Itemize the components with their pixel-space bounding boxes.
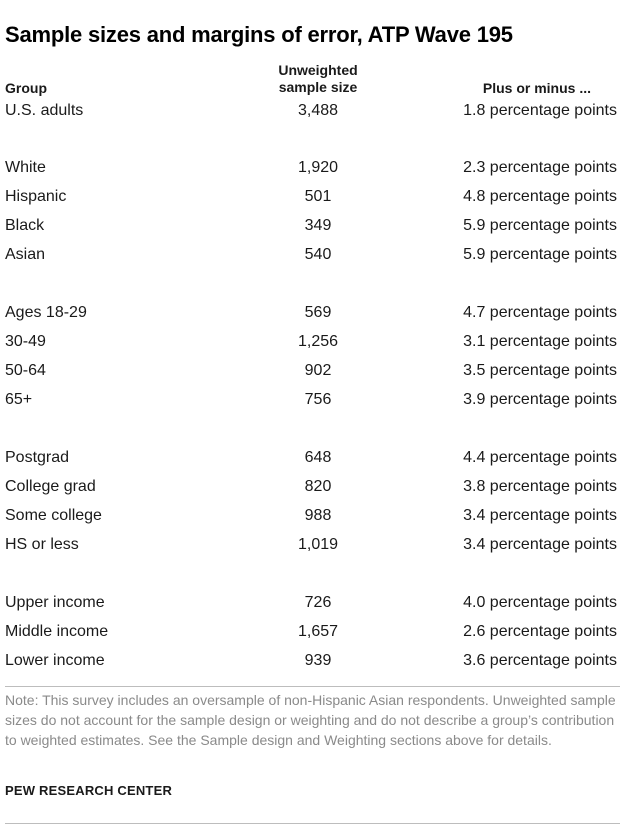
row-group: White	[5, 159, 46, 176]
table-row	[5, 443, 617, 472]
row-group: Some college	[5, 507, 102, 524]
row-margin-of-error: 3.5 percentage points	[463, 362, 617, 379]
row-group: Lower income	[5, 652, 105, 669]
row-group: College grad	[5, 478, 96, 495]
header-group: Group	[5, 80, 47, 96]
source-credit: PEW RESEARCH CENTER	[5, 783, 173, 798]
row-sample-size: 501	[304, 188, 332, 205]
row-margin-of-error: 3.4 percentage points	[463, 507, 617, 524]
row-margin-of-error: 2.3 percentage points	[463, 159, 617, 176]
row-sample-size: 1,920	[297, 159, 339, 176]
note-divider	[5, 686, 620, 687]
row-group: HS or less	[5, 536, 79, 553]
row-margin-of-error: 3.1 percentage points	[463, 333, 617, 350]
table-header	[5, 58, 617, 98]
row-sample-size: 988	[304, 507, 332, 524]
row-margin-of-error: 4.7 percentage points	[463, 304, 617, 321]
page-title: Sample sizes and margins of error, ATP Wave 195	[5, 22, 513, 47]
table-row	[5, 501, 617, 530]
row-margin-of-error: 3.9 percentage points	[463, 391, 617, 408]
row-group: U.S. adults	[5, 102, 84, 119]
row-group: Postgrad	[5, 449, 70, 466]
row-group: 30-49	[5, 333, 46, 350]
table-row	[5, 530, 617, 559]
row-sample-size: 1,256	[297, 333, 339, 350]
table-row	[5, 182, 617, 211]
table-row	[5, 211, 617, 240]
table-row	[5, 327, 617, 356]
sample-size-table	[5, 58, 617, 675]
row-sample-size: 756	[304, 391, 332, 408]
row-sample-size: 939	[304, 652, 332, 669]
header-margin-of-error: Plus or minus ...	[482, 80, 591, 96]
row-sample-size: 726	[304, 594, 332, 611]
row-sample-size: 1,019	[297, 536, 339, 553]
row-margin-of-error: 3.6 percentage points	[463, 652, 617, 669]
table-row	[5, 153, 617, 182]
row-group: Ages 18-29	[5, 304, 87, 321]
row-group: Asian	[5, 246, 46, 263]
row-group: Hispanic	[5, 188, 67, 205]
row-margin-of-error: 5.9 percentage points	[463, 217, 617, 234]
header-sample-size-line1: Unweighted	[278, 62, 358, 78]
row-sample-size: 3,488	[297, 102, 339, 119]
footnote: Note: This survey includes an oversample of non-Hispanic Asian respondents. Unweighted sample sizes do not account for the sample design or weighting and do not describe a group’s contribution to weighted estimates. See the Sample design and Weighting sections above for details.	[5, 692, 616, 748]
row-sample-size: 569	[304, 304, 332, 321]
table-row	[5, 240, 617, 269]
header-sample-size	[268, 62, 368, 96]
table-row	[5, 617, 617, 646]
table-row	[5, 588, 617, 617]
row-group: Upper income	[5, 594, 105, 611]
row-sample-size: 540	[304, 246, 332, 263]
table-row	[5, 298, 617, 327]
row-margin-of-error: 3.4 percentage points	[463, 536, 617, 553]
row-group: Middle income	[5, 623, 109, 640]
row-sample-size: 349	[304, 217, 332, 234]
row-margin-of-error: 4.0 percentage points	[463, 594, 617, 611]
group-spacer	[5, 124, 617, 153]
row-margin-of-error: 5.9 percentage points	[463, 246, 617, 263]
table-row	[5, 385, 617, 414]
row-group: 65+	[5, 391, 33, 408]
row-group: Black	[5, 217, 45, 234]
group-spacer	[5, 559, 617, 588]
bottom-divider	[5, 823, 620, 824]
row-sample-size: 902	[304, 362, 332, 379]
row-margin-of-error: 1.8 percentage points	[463, 102, 617, 119]
table-row	[5, 98, 617, 124]
group-spacer	[5, 269, 617, 298]
row-sample-size: 1,657	[297, 623, 339, 640]
row-margin-of-error: 4.4 percentage points	[463, 449, 617, 466]
table-row	[5, 356, 617, 385]
row-sample-size: 648	[304, 449, 332, 466]
row-margin-of-error: 2.6 percentage points	[463, 623, 617, 640]
table-row	[5, 646, 617, 675]
row-group: 50-64	[5, 362, 46, 379]
row-margin-of-error: 4.8 percentage points	[463, 188, 617, 205]
header-sample-size-line2: sample size	[278, 79, 358, 95]
row-margin-of-error: 3.8 percentage points	[463, 478, 617, 495]
table-row	[5, 472, 617, 501]
row-sample-size: 820	[304, 478, 332, 495]
group-spacer	[5, 414, 617, 443]
